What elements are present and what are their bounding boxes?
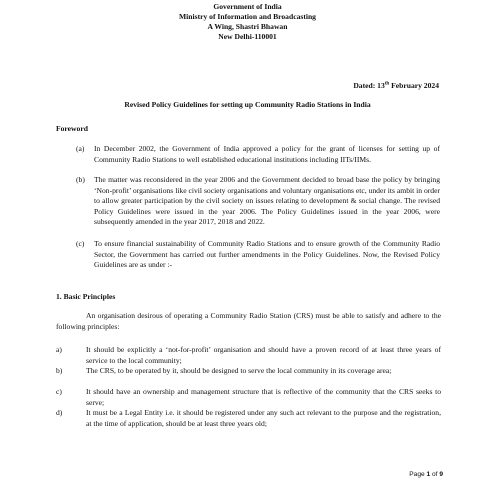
list-item <box>56 366 441 388</box>
header-ministry: Ministry of Information and Broadcasting <box>179 12 316 21</box>
list-item <box>76 144 440 174</box>
page-number <box>409 471 443 478</box>
item-text: It must be a Legal Entity i.e. it should be registered under any such act relevant to the purpose and the registration, at the time of application, should be at least three years old; <box>86 408 441 428</box>
section-intro: An organisation desirous of operating a Community Radio Station (CRS) must be able to satisfy and adhere to the following principles: <box>56 311 441 331</box>
list-item <box>76 175 440 239</box>
list-item <box>56 345 441 367</box>
list-item <box>76 239 440 271</box>
item-label: d) <box>56 408 63 417</box>
document-title: Revised Policy Guidelines for setting up Community Radio Stations in India <box>124 100 371 109</box>
item-text: In December 2002, the Government of India approved a policy for the grant of licenses for setting up of Community Radio Stations to well established educational institutions including IITs/IIMs. <box>94 144 440 164</box>
item-text: It should have an ownership and management structure that is reflective of the community that the CRS seeks to serve; <box>86 387 441 407</box>
list-item <box>56 408 441 430</box>
item-label: a) <box>56 345 62 354</box>
list-item <box>56 387 441 409</box>
page-total: 9 <box>439 471 443 478</box>
dated-prefix: Dated: 13 <box>353 81 385 90</box>
item-label: (c) <box>76 239 85 248</box>
section-heading-basic-principles: 1. Basic Principles <box>56 292 116 301</box>
header-wing: A Wing, Shastri Bhawan <box>207 22 288 31</box>
foreword-heading: Foreword <box>56 124 88 133</box>
page-of-word: of <box>430 471 440 478</box>
item-text: It should be explicitly a ‘not-for-profit’ organisation and should have a proven record of at least three years of service to the local community; <box>86 345 441 365</box>
dated-sup: th <box>384 81 390 87</box>
item-label: c) <box>56 387 62 396</box>
page-current: 1 <box>426 471 431 478</box>
item-label: (a) <box>76 144 85 153</box>
dated-line <box>353 81 439 90</box>
header-government: Government of India <box>213 2 282 11</box>
header-city: New Delhi-110001 <box>218 32 277 41</box>
dated-rest: February 2024 <box>389 81 439 90</box>
item-label: (b) <box>76 175 85 184</box>
page-word: Page <box>409 471 427 478</box>
item-text: To ensure financial sustainability of Community Radio Stations and to ensure growth of the Community Radio Sector, the Government has carried out further amendments in the Policy Guidelines. Now, the Revised Policy Guidelines are as under :- <box>94 239 440 270</box>
item-label: b) <box>56 366 63 375</box>
item-text: The CRS, to be operated by it, should be designed to serve the local community in its coverage area; <box>86 366 392 375</box>
item-text: The matter was reconsidered in the year 2006 and the Government decided to broad base the policy by bringing ‘Non-profit’ organisations like civil society organisations and voluntary organisations etc, under its ambit in order to allow greater participation by the civil society on issues relating to development & social change. The revised Policy Guidelines were issued in the year 2006. The Policy Guidelines issued in the year 2006, were subsequently amended in the year 2017, 2018 and 2022. <box>94 175 440 227</box>
